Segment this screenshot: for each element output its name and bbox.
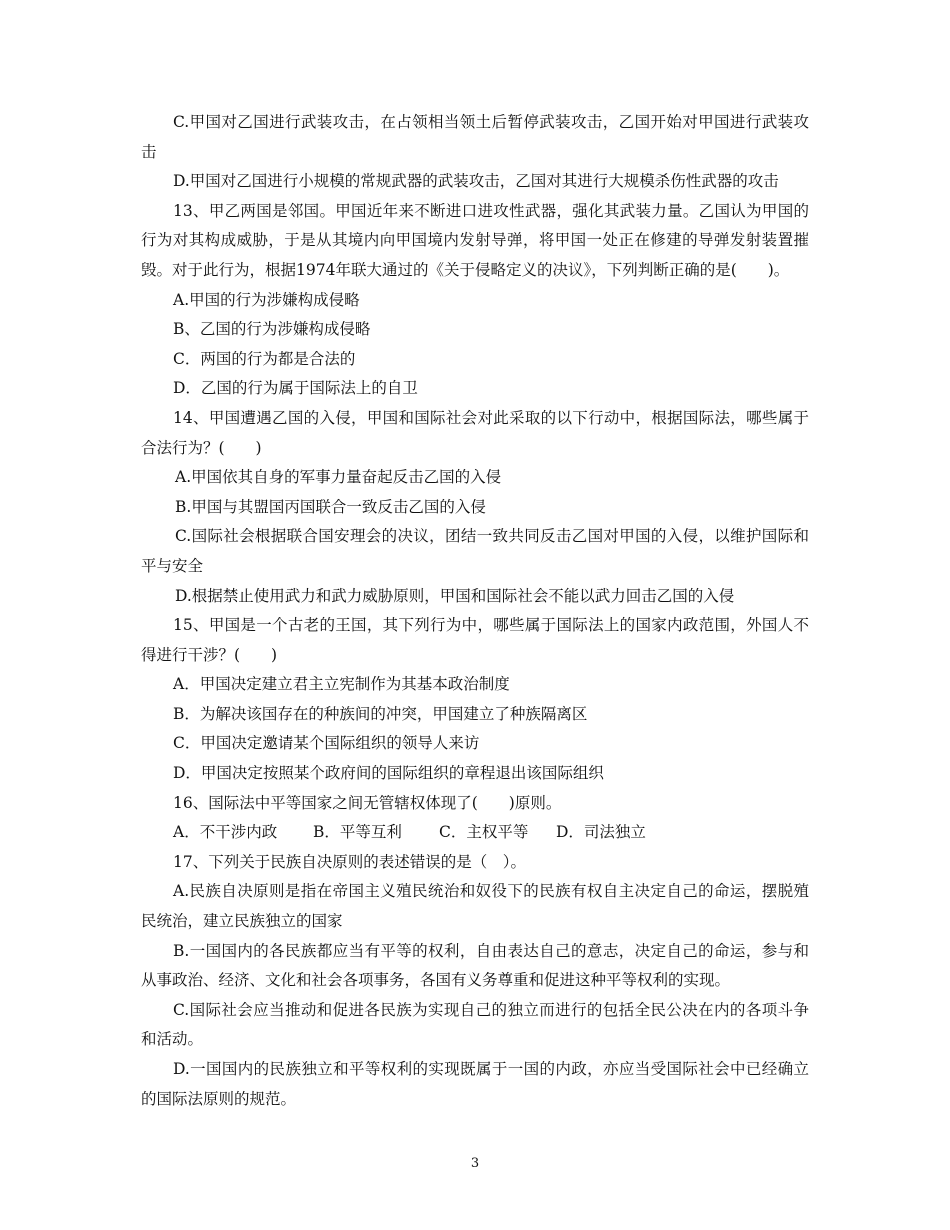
question-15: 15、甲国是一个古老的王国，其下列行为中，哪些属于国际法上的国家内政范围，外国人不得进行干涉？( ) — [141, 616, 809, 664]
q15-option-d: D．甲国决定按照某个政府间的国际组织的章程退出该国际组织 — [173, 764, 604, 783]
question-14: 14、甲国遭遇乙国的入侵，甲国和国际社会对此采取的以下行动中，根据国际法，哪些属于合法行为？( ) — [141, 408, 809, 457]
q14-option-c: C.国际社会根据联合国安理会的决议，团结一致共同反击乙国对甲国的入侵，以维护国际和平与安全 — [141, 527, 809, 575]
q12-option-c: C.甲国对乙国进行武装攻击，在占领相当领土后暂停武装攻击，乙国开始对甲国进行武装攻击 — [141, 113, 809, 161]
q13-option-a: A.甲国的行为涉嫌构成侵略 — [173, 290, 360, 309]
q16-option-a: A．不干涉内政 — [173, 823, 278, 842]
document-body — [141, 108, 809, 1114]
q15-option-a: A．甲国决定建立君主立宪制作为其基本政治制度 — [173, 675, 510, 694]
q14-option-d: D.根据禁止使用武力和武力威胁原则，甲国和国际社会不能以武力回击乙国的入侵 — [175, 586, 735, 605]
q14-option-a: A.甲国依其自身的军事力量奋起反击乙国的入侵 — [175, 468, 502, 487]
q16-options — [141, 818, 809, 848]
q13-option-b: B、乙国的行为涉嫌构成侵略 — [173, 320, 371, 339]
q12-option-d: D.甲国对乙国进行小规模的常规武器的武装攻击，乙国对其进行大规模杀伤性武器的攻击 — [173, 172, 779, 191]
q17-option-b: B.一国国内的各民族都应当有平等的权利，自由表达自己的意志，决定自己的命运，参与和从事政治、经济、文化和社会各项事务，各国有义务尊重和促进这种平等权利的实现。 — [141, 941, 809, 990]
q16-option-c: C．主权平等 — [439, 823, 529, 842]
question-16: 16、国际法中平等国家之间无管辖权体现了( )原则。 — [173, 793, 562, 812]
page-number: 3 — [470, 1156, 480, 1171]
question-13: 13、甲乙两国是邻国。甲国近年来不断进口进攻性武器，强化其武装力量。乙国认为甲国的行为对其构成威胁，于是从其境内向甲国境内发射导弹，将甲国一处正在修建的导弹发射装置摧毁。对于此行为，根据1974年联大通过的《关于侵略定义的决议》，下列判断正确的是( )。 — [141, 201, 809, 279]
q16-option-d: D．司法独立 — [556, 823, 646, 842]
q16-option-b: B．平等互利 — [313, 823, 402, 842]
q15-option-c: C．甲国决定邀请某个国际组织的领导人来访 — [173, 734, 480, 753]
q14-option-b: B.甲国与其盟国丙国联合一致反击乙国的入侵 — [175, 497, 486, 516]
q13-option-c: C．两国的行为都是合法的 — [173, 349, 356, 368]
q13-option-d: D．乙国的行为属于国际法上的自卫 — [173, 379, 418, 398]
q17-option-c: C.国际社会应当推动和促进各民族为实现自己的独立而进行的包括全民公决在内的各项斗争和活动。 — [141, 1000, 809, 1049]
q17-option-d: D.一国国内的民族独立和平等权利的实现既属于一国的内政，亦应当受国际社会中已经确立的国际法原则的规范。 — [141, 1060, 809, 1108]
q17-option-a: A.民族自决原则是指在帝国主义殖民统治和奴役下的民族有权自主决定自己的命运，摆脱殖民统治，建立民族独立的国家 — [141, 882, 809, 931]
question-17: 17、下列关于民族自决原则的表述错误的是（ ）。 — [173, 852, 526, 871]
q15-option-b: B．为解决该国存在的种族间的冲突，甲国建立了种族隔离区 — [173, 704, 588, 723]
